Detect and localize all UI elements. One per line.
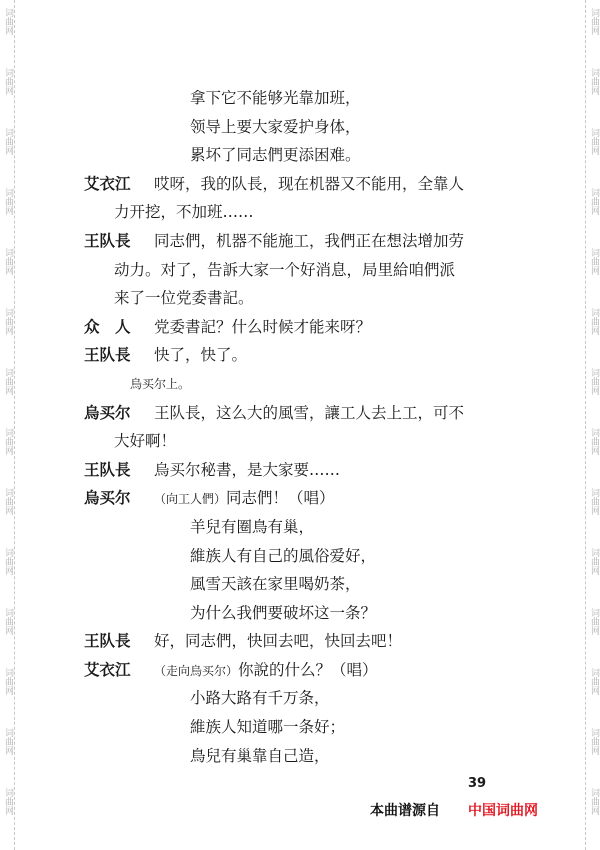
watermark-text: 词曲网 xyxy=(3,428,13,455)
dialogue-line xyxy=(84,341,524,370)
watermark-text: 词曲网 xyxy=(3,68,13,95)
watermark-text: 词曲网 xyxy=(3,368,13,395)
verse-text: 羊兒有圈鳥有巢， xyxy=(190,517,315,536)
verse-line xyxy=(84,713,524,742)
dialogue-text: 烏买尔秘書，是大家要…… xyxy=(154,460,341,479)
verse-text: 为什么我們要破坏这一条？ xyxy=(190,603,377,622)
speaker-name: 王队長 xyxy=(84,631,131,651)
dialogue-text: 大好啊！ xyxy=(114,432,177,451)
watermark-text: 词曲网 xyxy=(589,248,599,275)
watermark-text: 词曲网 xyxy=(3,308,13,335)
watermark-text: 词曲网 xyxy=(3,488,13,515)
footer-site-name: 中国词曲网 xyxy=(468,803,538,819)
verse-line xyxy=(84,599,524,628)
speaker-name: 艾衣江 xyxy=(84,173,131,193)
stage-direction-text: 烏买尔上。 xyxy=(130,376,191,391)
footer-source-label: 本曲谱源自 xyxy=(370,803,440,819)
dialogue-continuation xyxy=(84,198,524,227)
verse-text: 風雪天該在家里喝奶茶， xyxy=(190,575,361,594)
stage-direction xyxy=(84,370,524,399)
dialogue-line xyxy=(84,627,524,656)
verse-line xyxy=(84,542,524,571)
inline-stage-direction: （走向烏买尔） xyxy=(154,663,239,678)
watermark-text: 词曲网 xyxy=(589,368,599,395)
dialogue-text: 哎呀，我的队長，现在机器又不能用，全靠人 xyxy=(154,174,465,193)
watermark-text: 词曲网 xyxy=(3,728,13,755)
dialogue-line xyxy=(84,456,524,485)
watermark-text: 词曲网 xyxy=(3,248,13,275)
page-number: 39 xyxy=(468,776,487,791)
watermark-text: 词曲网 xyxy=(589,68,599,95)
speaker-name: 烏买尔 xyxy=(84,402,131,422)
watermark-text: 词曲网 xyxy=(589,8,599,35)
verse-line xyxy=(84,684,524,713)
dialogue-continuation xyxy=(84,427,524,456)
inline-stage-direction: （向工人們） xyxy=(154,492,227,507)
dialogue-line xyxy=(84,227,524,256)
watermark-text: 词曲网 xyxy=(589,668,599,695)
dialogue-text: 同志們！（唱） xyxy=(226,489,335,508)
watermark-text: 词曲网 xyxy=(589,188,599,215)
verse-text: 維族人有自己的風俗爱好， xyxy=(190,546,377,565)
verse-text: 拿下它不能够光靠加班， xyxy=(190,89,361,107)
dialogue-line xyxy=(84,484,524,513)
watermark-text: 词曲网 xyxy=(589,428,599,455)
watermark-text: 词曲网 xyxy=(589,788,599,815)
dialogue-text: 好，同志們，快回去吧，快回去吧！ xyxy=(154,632,403,651)
watermark-text: 词曲网 xyxy=(589,308,599,335)
watermark-text: 词曲网 xyxy=(3,8,13,35)
verse-text: 鳥兒有巢靠自己造， xyxy=(190,746,330,765)
dialogue-continuation xyxy=(84,256,524,285)
speaker-name: 王队長 xyxy=(84,345,131,365)
watermark-text: 词曲网 xyxy=(3,548,13,575)
dialogue-text: 力开挖，不加班…… xyxy=(114,203,254,222)
watermark-text: 词曲网 xyxy=(3,608,13,635)
speaker-name: 王队長 xyxy=(84,230,131,250)
verse-line xyxy=(84,141,524,170)
speaker-name: 烏买尔 xyxy=(84,488,131,508)
verse-line xyxy=(84,113,524,142)
speaker-name: 王队長 xyxy=(84,459,131,479)
dialogue-continuation xyxy=(84,284,524,313)
script-page xyxy=(84,84,524,770)
watermark-text: 词曲网 xyxy=(3,128,13,155)
watermark-text: 词曲网 xyxy=(3,668,13,695)
verse-text: 維族人知道哪一条好； xyxy=(190,718,346,737)
dialogue-line xyxy=(84,313,524,342)
verse-text: 累坏了同志們更添困难。 xyxy=(190,146,361,165)
watermark-text: 词曲网 xyxy=(3,188,13,215)
dialogue-text: 快了，快了。 xyxy=(154,346,248,365)
dialogue-text: 党委書記？什么时候才能来呀？ xyxy=(154,317,372,336)
dialogue-line xyxy=(84,399,524,428)
dialogue-text: 王队長，这么大的風雪，讓工人去上工，可不 xyxy=(154,403,465,422)
verse-text: 小路大路有千万条， xyxy=(190,689,330,708)
verse-line xyxy=(84,742,524,771)
verse-line xyxy=(84,513,524,542)
dialogue-line xyxy=(84,656,524,685)
watermark-text: 词曲网 xyxy=(589,548,599,575)
dialogue-text: 动力。对了，告訴大家一个好消息，局里給咱們派 xyxy=(114,260,456,279)
footer-source xyxy=(370,800,538,820)
speaker-name: 众 人 xyxy=(84,316,131,336)
dialogue-text: 来了一位党委書記。 xyxy=(114,289,254,308)
watermark-text: 词曲网 xyxy=(589,128,599,155)
dialogue-text: 同志們，机器不能施工，我們正在想法增加劳 xyxy=(154,231,465,250)
watermark-text: 词曲网 xyxy=(3,788,13,815)
verse-line xyxy=(84,84,524,113)
watermark-text: 词曲网 xyxy=(589,608,599,635)
watermark-text: 词曲网 xyxy=(589,488,599,515)
watermark-text: 词曲网 xyxy=(589,728,599,755)
speaker-name: 艾衣江 xyxy=(84,659,131,679)
dialogue-text: 你說的什么？（唱） xyxy=(238,660,378,679)
dialogue-line xyxy=(84,170,524,199)
verse-line xyxy=(84,570,524,599)
verse-text: 领导上要大家爱护身体， xyxy=(190,117,361,136)
